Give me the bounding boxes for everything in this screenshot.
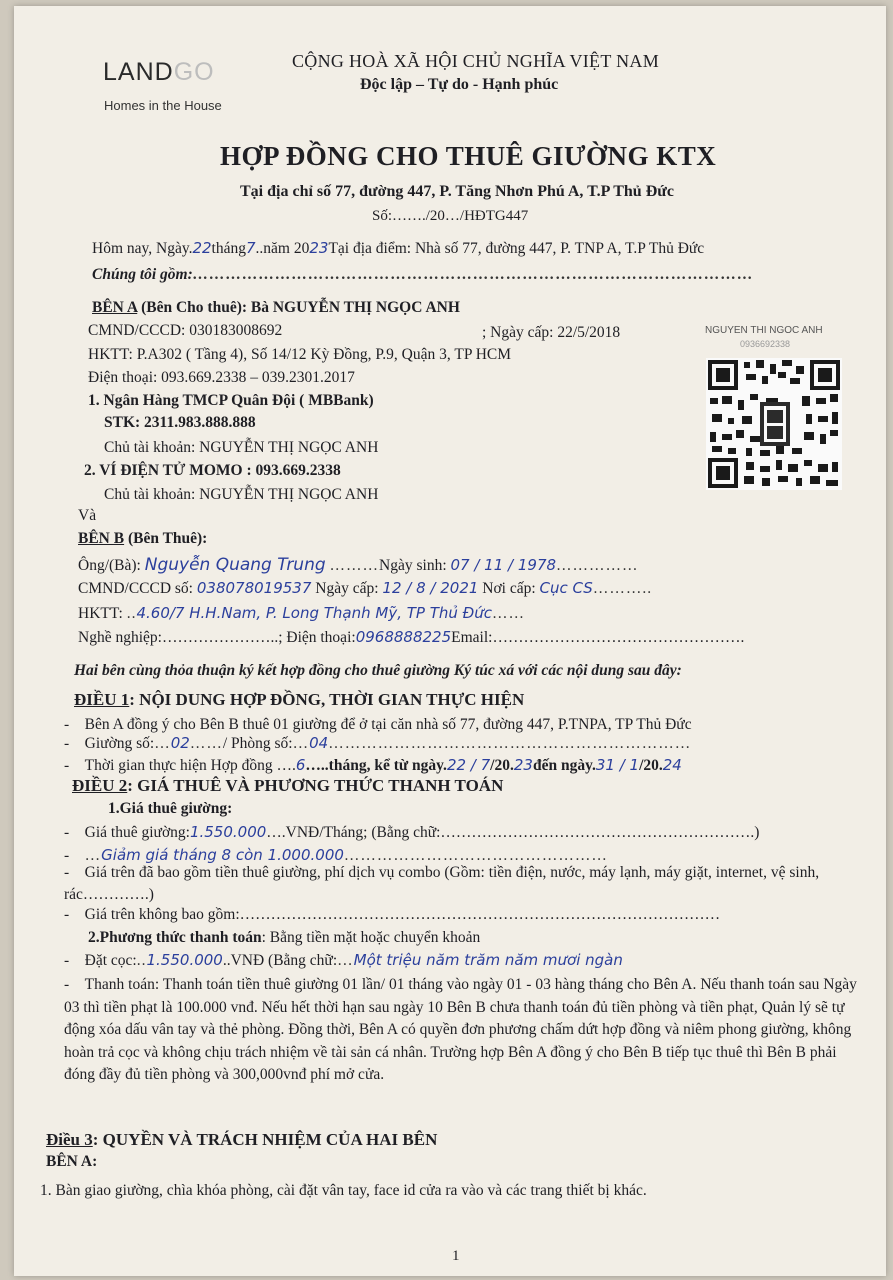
and-label: Và [78, 507, 97, 524]
page-number: 1 [452, 1248, 460, 1264]
party-b-hktt-row: HKTT: ..4.60/7 H.H.Nam, P. Long Thạnh Mỹ, TP Thủ Đức…… [78, 604, 526, 622]
article-2-deposit: - Đặt cọc:..1.550.000..VNĐ (Bằng chữ:…Một triệu năm trăm năm mươi ngàn [64, 951, 623, 969]
article-2-sub2: 2.Phương thức thanh toán: Bằng tiền mặt hoặc chuyển khoản [88, 929, 481, 946]
contract-number: Số:……./20…/HĐTG447 [372, 208, 529, 224]
article-3-party-a: BÊN A: [46, 1153, 98, 1170]
party-a-wallet-owner: Chủ tài khoản: NGUYỄN THỊ NGỌC ANH [104, 486, 379, 503]
handwritten-term-months: 6 [295, 756, 306, 774]
party-a-heading: BÊN A (Bên Cho thuê): Bà NGUYỄN THỊ NGỌC ANH [92, 299, 460, 316]
party-b-heading: BÊN B (Bên Thuê): [78, 530, 208, 547]
article-2-included: - Giá trên đã bao gồm tiền thuê giường, phí dịch vụ combo (Gồm: tiền điện, nước, máy lạnh, máy giặt, internet, vệ sinh, rác………….) [64, 864, 820, 903]
national-title: CỘNG HOÀ XÃ HỘI CHỦ NGHĨA VIỆT NAM [292, 51, 660, 71]
handwritten-deposit: 1.550.000 [146, 951, 223, 969]
article-2-price: - Giá thuê giường:1.550.000….VNĐ/Tháng; (Bằng chữ:…………………………………………………….) [64, 823, 760, 841]
handwritten-phone: 0968888225 [355, 628, 452, 646]
party-a-issue-date: ; Ngày cấp: 22/5/2018 [482, 324, 621, 341]
handwritten-day: 22 [192, 239, 212, 257]
article-1-bed-room: - Giường số:…02……/ Phòng số:…04………………………………………………………… [64, 734, 692, 752]
article-2-title: ĐIỀU 2: GIÁ THUÊ VÀ PHƯƠNG THỨC THANH TOÁN [72, 776, 504, 795]
national-motto: Độc lập – Tự do - Hạnh phúc [360, 76, 559, 93]
article-3-item-1: 1. Bàn giao giường, chìa khóa phòng, cài đặt vân tay, face id cửa ra vào và các trang thiết bị khác. [40, 1182, 647, 1199]
qr-owner-name: NGUYEN THI NGOC ANH [705, 325, 823, 336]
party-b-name-row: Ông/(Bà): Nguyễn Quang Trung ………Ngày sinh: 07 / 11 / 1978…………… [78, 555, 639, 575]
handwritten-year: 23 [309, 239, 329, 257]
article-1-title: ĐIỀU 1: NỘI DUNG HỢP ĐỒNG, THỜI GIAN THỰC HIỆN [74, 690, 525, 709]
qr-phone: 0936692338 [740, 339, 791, 349]
article-1-line1: - Bên A đồng ý cho Bên B thuê 01 giường để ở tại căn nhà số 77, đường 447, P.TNPA, TP Thủ Đức [64, 716, 692, 733]
handwritten-deposit-words: Một triệu năm trăm năm mươi ngàn [353, 951, 623, 969]
handwritten-start-date: 22 / 7 [446, 756, 491, 774]
article-2-payment: - Thanh toán: Thanh toán tiền thuê giường 01 lần/ 01 tháng vào ngày 01 - 03 hàng tháng cho Bên A. Nếu thanh toán sau Ngày 03 thì tiền phạt là 100.000 vnđ. Nếu hết thời hạn sau ngày 10 Bên B chưa thanh toán đủ tiền phòng và tiền phạt, Quản lý sẽ tự động xóa dấu vân tay và thẻ phòng. Đồng thời, Bên A có quyền đơn phương chấm dứt hợp đồng và niêm phong giường, không hoàn trả cọc và không chịu trách nhiệm về tài sản cá nhân. Trường hợp Bên A đồng ý cho Bên B tiếp tục thuê thì Bên B phải đóng đầy đủ tiền phòng và 300,000vnđ phí mở cửa. [64, 976, 857, 1083]
party-b-job-row: Nghề nghiệp:…………………..; Điện thoại:0968888225Email:…………………………………………. [78, 628, 745, 646]
article-2-price-note: - …Giảm giá tháng 8 còn 1.000.000………………………………………… [64, 846, 608, 864]
parties-intro: Chúng tôi gồm:………………………………………………………………………………………… [92, 266, 754, 283]
company-logo: LANDGO [103, 58, 215, 86]
document-address: Tại địa chỉ số 77, đường 447, P. Tăng Nhơn Phú A, T.P Thủ Đức [240, 183, 674, 200]
handwritten-hktt: 4.60/7 H.H.Nam, P. Long Thạnh Mỹ, TP Thủ Đức [136, 604, 493, 622]
article-2-excluded: - Giá trên không bao gồm:………………………………………………………………………………… [64, 906, 721, 923]
party-a-phone: Điện thoại: 093.669.2338 – 039.2301.2017 [88, 369, 355, 386]
handwritten-issue-place: Cục CS [539, 579, 593, 597]
handwritten-price: 1.550.000 [189, 823, 267, 841]
handwritten-id-number: 038078019537 [196, 579, 312, 597]
article-3-title: Điều 3: QUYỀN VÀ TRÁCH NHIỆM CỦA HAI BÊN [46, 1130, 438, 1149]
handwritten-bed-number: 02 [170, 734, 190, 752]
date-line: Hôm nay, Ngày.22tháng7..năm 2023Tại địa điểm: Nhà số 77, đường 447, P. TNP A, T.P Thủ Đức [92, 239, 705, 257]
party-a-bank-owner: Chủ tài khoản: NGUYỄN THỊ NGỌC ANH [104, 439, 379, 456]
handwritten-tenant-name: Nguyễn Quang Trung [144, 555, 326, 575]
article-2-sub1: 1.Giá thuê giường: [108, 800, 233, 817]
party-a-bank: 1. Ngân Hàng TMCP Quân Đội ( MBBank) [88, 392, 374, 409]
company-tagline: Homes in the House [104, 98, 222, 113]
article-1-term: - Thời gian thực hiện Hợp đồng ….6…..tháng, kể từ ngày.22 / 7/20.23đến ngày.31 / 1/20.24 [64, 756, 682, 774]
document-title: HỢP ĐỒNG CHO THUÊ GIƯỜNG KTX [220, 141, 717, 171]
agreement-statement: Hai bên cùng thỏa thuận ký kết hợp đồng cho thuê giường Ký túc xá với các nội dung sau đây: [74, 662, 682, 679]
handwritten-dob: 07 / 11 / 1978 [450, 556, 557, 574]
party-a-id: CMND/CCCD: 030183008692 [88, 322, 283, 339]
party-a-account: STK: 2311.983.888.888 [104, 414, 256, 431]
handwritten-end-date: 31 / 1 [595, 756, 640, 774]
party-a-hktt: HKTT: P.A302 ( Tầng 4), Số 14/12 Kỳ Đồng, P.9, Quận 3, TP HCM [88, 346, 512, 363]
party-b-id-row: CMND/CCCD số: 038078019537 Ngày cấp: 12 / 8 / 2021 Nơi cấp: Cục CS……….. [78, 579, 653, 597]
payment-qr-code [706, 358, 842, 490]
handwritten-issue-date: 12 / 8 / 2021 [382, 579, 479, 597]
handwritten-month: 7 [245, 239, 256, 257]
party-a-wallet: 2. VÍ ĐIỆN TỬ MOMO : 093.669.2338 [84, 462, 341, 479]
handwritten-price-note: Giảm giá tháng 8 còn 1.000.000 [101, 846, 344, 864]
handwritten-room-number: 04 [309, 734, 329, 752]
